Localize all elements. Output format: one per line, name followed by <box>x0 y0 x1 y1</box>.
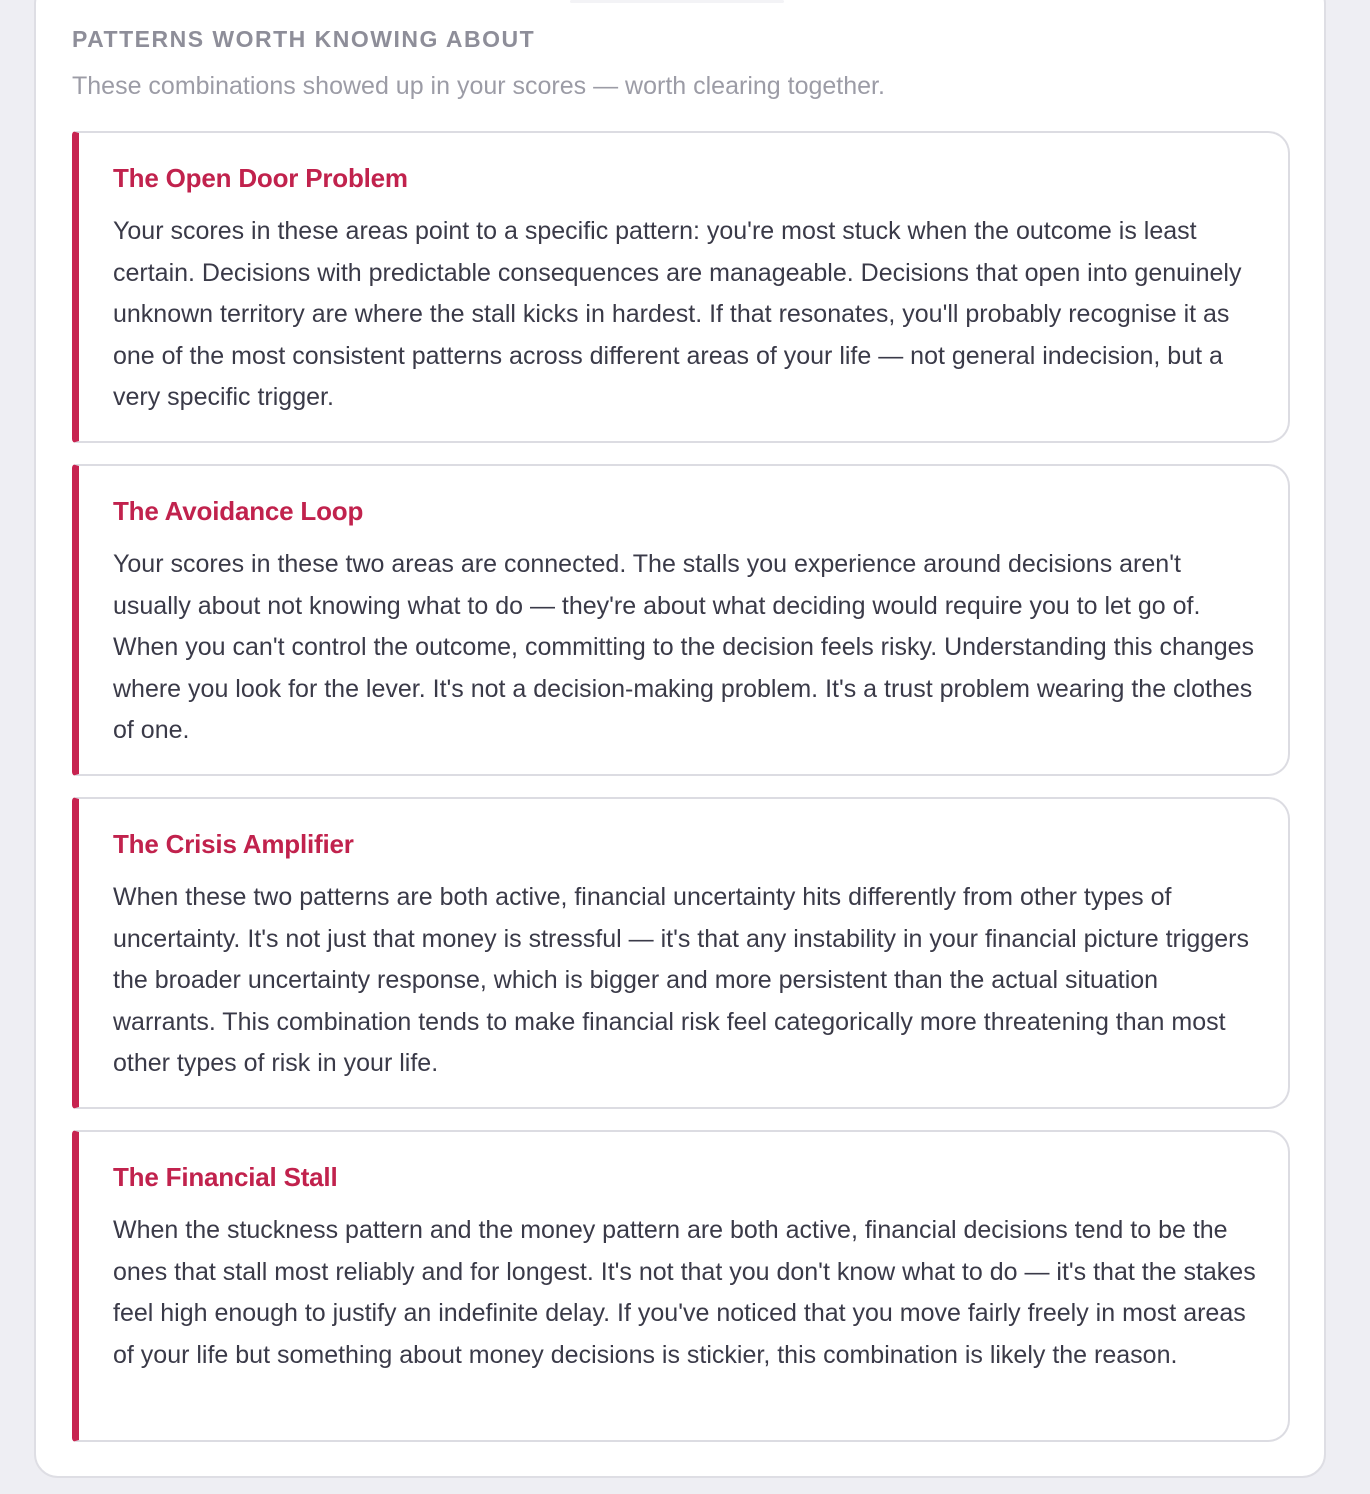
pattern-card-body: When the stuckness pattern and the money pattern are both active, financial decisions tend to be the ones that stall most reliably and for longest. It's not that you don't know what to do — it's that the stakes feel high enough to justify an indefinite delay. If you've noticed that you move fairly freely in most areas of your life but something about money decisions is stickier, this combination is likely the reason. <box>113 1216 1256 1369</box>
pattern-card-crisis-amplifier <box>72 797 1290 1109</box>
section-label: PATTERNS WORTH KNOWING ABOUT <box>72 26 536 52</box>
pattern-card-title: The Open Door Problem <box>113 163 408 193</box>
pattern-card-financial-stall <box>72 1130 1290 1442</box>
pattern-card-body: Your scores in these two areas are connected. The stalls you experience around decisions aren't usually about not knowing what to do — they're about what deciding would require you to let go of. When you can't control the outcome, committing to the decision feels risky. Understanding this changes where you look for the lever. It's not a decision-making problem. It's a trust problem wearing the clothes of one. <box>113 550 1255 745</box>
pattern-card-body: Your scores in these areas point to a specific pattern: you're most stuck when the outcome is least certain. Decisions with predictable consequences are manageable. Decisions that open into genuinely unknown territory are where the stall kicks in hardest. If that resonates, you'll probably recognise it as one of the most consistent patterns across different areas of your life — not general indecision, but a very specific trigger. <box>113 217 1242 412</box>
pattern-card-avoidance-loop <box>72 464 1290 776</box>
section-subtitle: These combinations showed up in your scores — worth clearing together. <box>72 72 885 100</box>
pattern-card-title: The Avoidance Loop <box>113 496 364 526</box>
pattern-card-title: The Crisis Amplifier <box>113 829 354 859</box>
pattern-card-open-door <box>72 131 1290 443</box>
pattern-card-title: The Financial Stall <box>113 1162 338 1192</box>
pattern-card-body: When these two patterns are both active, financial uncertainty hits differently from other types of uncertainty. It's not just that money is stressful — it's that any instability in your financial picture triggers the broader uncertainty response, which is bigger and more persistent than the actual situation warrants. This combination tends to make financial risk feel categorically more threatening than most other types of risk in your life. <box>113 883 1249 1078</box>
panel-top-divider <box>570 0 784 3</box>
